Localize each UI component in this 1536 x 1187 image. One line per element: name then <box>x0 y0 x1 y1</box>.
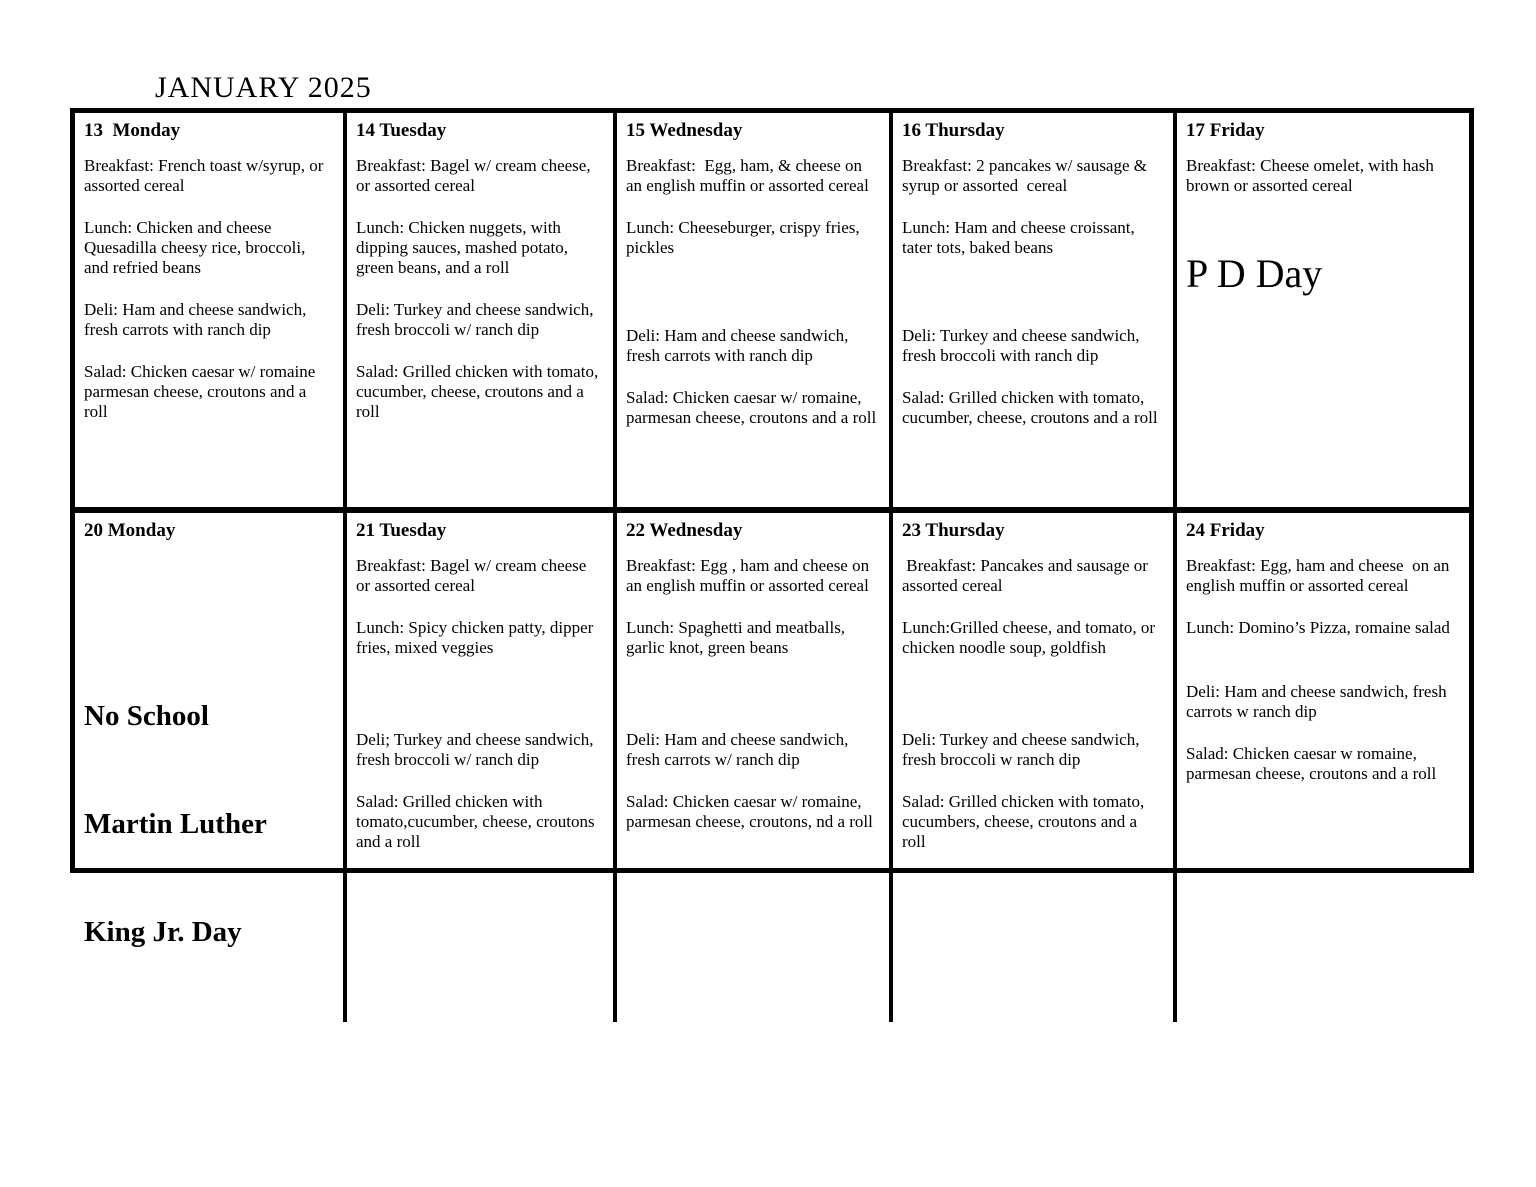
salad-item: Salad: Grilled chicken with tomato, cucumber, cheese, croutons and a roll <box>902 388 1158 427</box>
breakfast-item: Breakfast: 2 pancakes w/ sausage & syrup or assorted cereal <box>902 156 1152 195</box>
salad-item: Salad: Chicken caesar w/ romaine parmesan cheese, croutons and a roll <box>84 362 320 421</box>
day-header: 15 Wednesday <box>626 120 743 141</box>
day-cell-14-tuesday <box>347 113 617 513</box>
day-cell-24-friday <box>1177 513 1469 1022</box>
deli-item: Deli: Ham and cheese sandwich, fresh carrots w/ ranch dip <box>626 730 853 769</box>
day-cell-23-thursday <box>893 513 1177 1022</box>
breakfast-item: Breakfast: French toast w/syrup, or assorted cereal <box>84 156 328 195</box>
day-cell-15-wednesday <box>617 113 893 513</box>
day-cell-21-tuesday <box>347 513 617 1022</box>
day-header: 14 Tuesday <box>356 120 447 141</box>
salad-item: Salad: Grilled chicken with tomato, cucumber, cheese, croutons and a roll <box>356 362 603 421</box>
lunch-item: Lunch: Domino’s Pizza, romaine salad <box>1186 618 1450 637</box>
day-header: 13 Monday <box>84 120 181 141</box>
day-cell-16-thursday <box>893 113 1177 513</box>
salad-item: Salad: Chicken caesar w/ romaine, parmesan cheese, croutons and a roll <box>626 388 877 427</box>
lunch-item: Lunch: Chicken nuggets, with dipping sauces, mashed potato, green beans, and a roll <box>356 218 573 277</box>
salad-item: Salad: Chicken caesar w romaine, parmesan cheese, croutons and a roll <box>1186 744 1437 783</box>
day-header: 22 Wednesday <box>626 520 743 541</box>
salad-item: Salad: Chicken caesar w/ romaine, parmesan cheese, croutons, nd a roll <box>626 792 873 831</box>
lunch-item: Lunch: Chicken and cheese Quesadilla cheesy rice, broccoli, and refried beans <box>84 218 310 277</box>
day-cell-20-monday <box>75 513 347 1022</box>
breakfast-item: Breakfast: Egg , ham and cheese on an english muffin or assorted cereal <box>626 556 874 595</box>
day-header: 17 Friday <box>1186 120 1265 141</box>
pd-day-note: P D Day <box>1186 251 1323 296</box>
day-header: 20 Monday <box>84 520 176 541</box>
day-header: 21 Tuesday <box>356 520 447 541</box>
day-header: 16 Thursday <box>902 120 1005 141</box>
breakfast-item: Breakfast: Pancakes and sausage or assorted cereal <box>902 556 1153 595</box>
no-school-note <box>84 626 334 1022</box>
breakfast-item: Breakfast: Egg, ham and cheese on an english muffin or assorted cereal <box>1186 556 1454 595</box>
day-header: 23 Thursday <box>902 520 1005 541</box>
no-school-line: No School <box>84 700 209 732</box>
deli-item: Deli: Turkey and cheese sandwich, fresh broccoli w ranch dip <box>902 730 1144 769</box>
day-cell-13-monday <box>75 113 347 513</box>
lunch-item: Lunch: Spicy chicken patty, dipper fries, mixed veggies <box>356 618 598 657</box>
page-title: JANUARY 2025 <box>155 71 372 104</box>
deli-item: Deli: Ham and cheese sandwich, fresh carrots with ranch dip <box>84 300 311 339</box>
deli-item: Deli; Turkey and cheese sandwich, fresh broccoli w/ ranch dip <box>356 730 598 769</box>
day-cell-17-friday <box>1177 113 1469 513</box>
salad-item: Salad: Grilled chicken with tomato,cucumber, cheese, croutons and a roll <box>356 792 599 851</box>
menu-calendar <box>70 108 1474 948</box>
lunch-item: Lunch: Spaghetti and meatballs, garlic knot, green beans <box>626 618 850 657</box>
deli-item: Deli: Turkey and cheese sandwich, fresh broccoli with ranch dip <box>902 326 1144 365</box>
day-cell-22-wednesday <box>617 513 893 1022</box>
breakfast-item: Breakfast: Bagel w/ cream cheese or assorted cereal <box>356 556 591 595</box>
lunch-item: Lunch: Cheeseburger, crispy fries, pickles <box>626 218 864 257</box>
deli-item: Deli: Ham and cheese sandwich, fresh carrots with ranch dip <box>626 326 853 365</box>
no-school-line: King Jr. Day <box>84 916 242 948</box>
breakfast-item: Breakfast: Bagel w/ cream cheese, or assorted cereal <box>356 156 595 195</box>
day-header: 24 Friday <box>1186 520 1265 541</box>
deli-item: Deli: Ham and cheese sandwich, fresh carrots w ranch dip <box>1186 682 1451 721</box>
no-school-line: Martin Luther <box>84 808 267 840</box>
salad-item: Salad: Grilled chicken with tomato, cucumbers, cheese, croutons and a roll <box>902 792 1149 851</box>
lunch-item: Lunch: Ham and cheese croissant, tater tots, baked beans <box>902 218 1139 257</box>
lunch-item: Lunch:Grilled cheese, and tomato, or chicken noodle soup, goldfish <box>902 618 1160 657</box>
deli-item: Deli: Turkey and cheese sandwich, fresh broccoli w/ ranch dip <box>356 300 598 339</box>
breakfast-item: Breakfast: Egg, ham, & cheese on an english muffin or assorted cereal <box>626 156 869 195</box>
breakfast-item: Breakfast: Cheese omelet, with hash brown or assorted cereal <box>1186 156 1439 195</box>
